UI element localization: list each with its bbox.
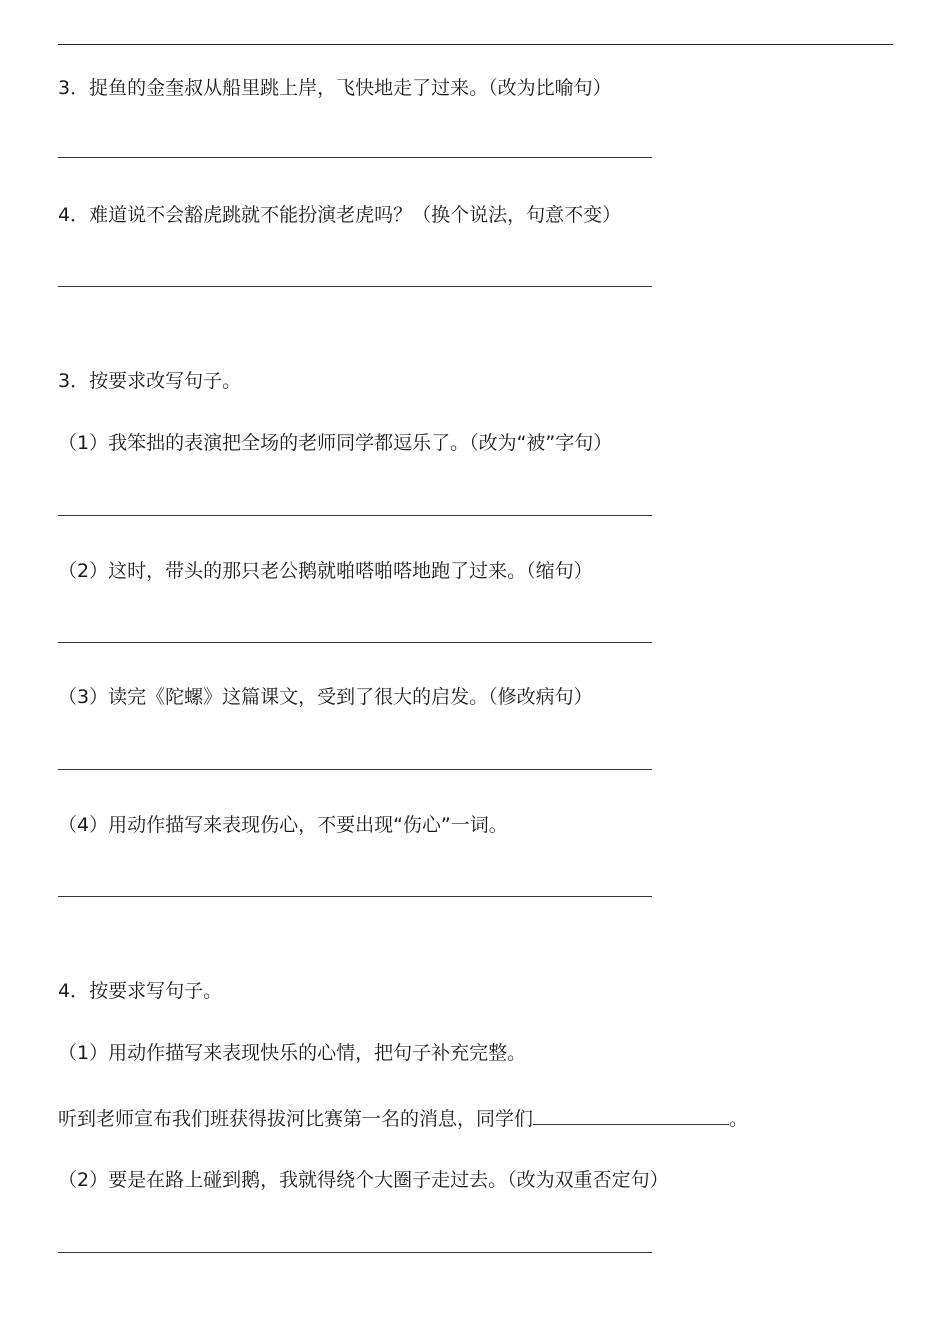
answer-line-3-2[interactable] — [58, 642, 652, 643]
fill-in-blank[interactable] — [533, 1104, 729, 1125]
answer-line-3-1[interactable] — [58, 515, 652, 516]
top-divider — [58, 44, 893, 45]
section-4-title: 4．按要求写句子。 — [58, 980, 223, 1002]
section-4-item-2: （2）要是在路上碰到鹅，我就得绕个大圈子走过去。（改为双重否定句） — [58, 1169, 669, 1191]
answer-line-3[interactable] — [58, 157, 652, 158]
sentence-suffix: 。 — [729, 1108, 749, 1130]
answer-line-4-2[interactable] — [58, 1252, 652, 1253]
section-3-item-4: （4）用动作描写来表现伤心，不要出现“伤心”一词。 — [58, 814, 508, 836]
answer-line-4[interactable] — [58, 286, 652, 287]
section-4-item-1-sentence — [58, 1104, 748, 1132]
section-3-item-3: （3）读完《陀螺》这篇课文，受到了很大的启发。（修改病句） — [58, 686, 593, 708]
sentence-prefix: 听到老师宣布我们班获得拔河比赛第一名的消息，同学们 — [58, 1108, 534, 1130]
section-3-title: 3．按要求改写句子。 — [58, 370, 242, 392]
section-3-item-1: （1）我笨拙的表演把全场的老师同学都逗乐了。（改为“被”字句） — [58, 432, 613, 454]
question-4-rephrase: 4．难道说不会豁虎跳就不能扮演老虎吗？（换个说法，句意不变） — [58, 204, 622, 226]
question-3-rewrite-metaphor: 3．捉鱼的金奎叔从船里跳上岸，飞快地走了过来。（改为比喻句） — [58, 77, 612, 99]
section-3-item-2: （2）这时，带头的那只老公鹅就啪嗒啪嗒地跑了过来。（缩句） — [58, 560, 593, 582]
answer-line-3-4[interactable] — [58, 896, 652, 897]
answer-line-3-3[interactable] — [58, 769, 652, 770]
section-4-item-1: （1）用动作描写来表现快乐的心情，把句子补充完整。 — [58, 1042, 527, 1064]
